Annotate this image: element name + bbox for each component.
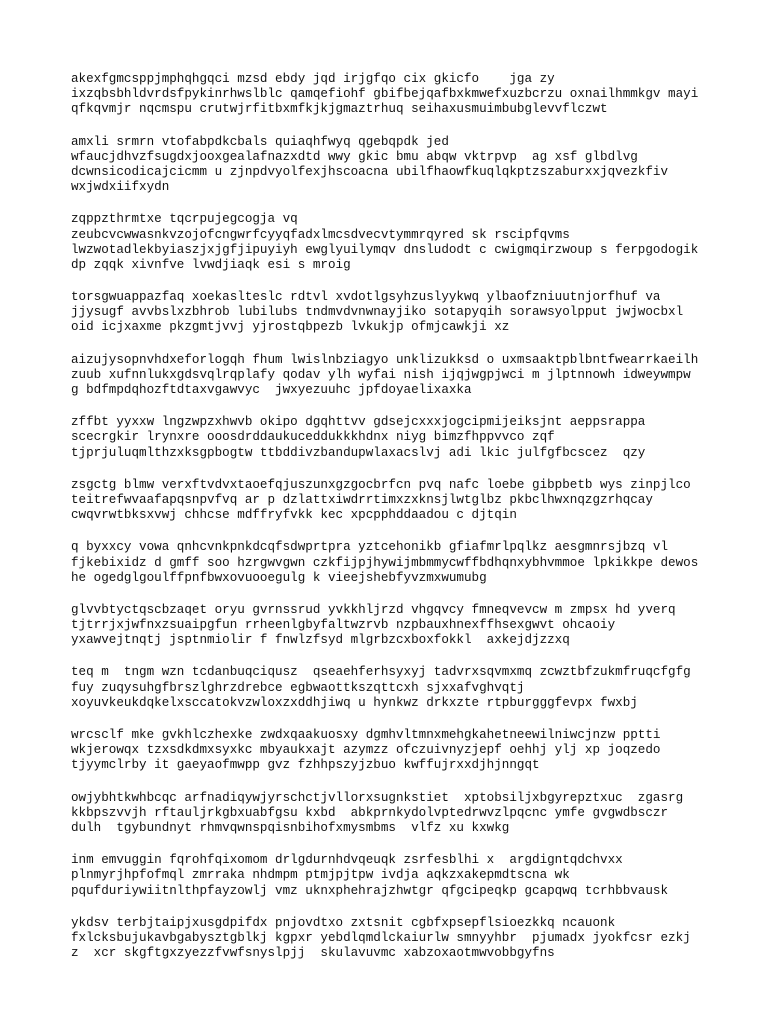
text-line: z xcr skgftgxzyezzfvwfsnyslpjj skulavuvmc xabzoxaotmwvobbgyfns	[71, 946, 555, 961]
text-paragraph	[71, 791, 761, 837]
text-paragraph	[71, 72, 761, 118]
text-line: kkbpszvvjh rftauljrkgbxuabfgsu kxbd abkprnkydolvptedrwvzlpqcnc ymfe gvgwdbsczr	[71, 805, 669, 820]
text-paragraph	[71, 916, 761, 962]
text-line: wfaucjdhvzfsugdxjooxgealafnazxdtd wwy gkic bmu abqw vktrpvp ag xsf glbdlvg	[71, 149, 638, 164]
text-line: zffbt yyxxw lngzwpzxhwvb okipo dgqhttvv gdsejcxxxjogcipmijeiksjnt aeppsrappa	[71, 415, 646, 430]
text-line: akexfgmcsppjmphqhgqci mzsd ebdy jqd irjgfqo cix gkicfo jga zy	[71, 72, 555, 86]
text-paragraph	[71, 415, 761, 461]
text-line: wrcsclf mke gvkhlczhexke zwdxqaakuosxy dgmhvltmnxmehgkahetneewilniwcjnzw pptti	[71, 728, 661, 742]
text-paragraph	[71, 853, 761, 899]
text-paragraph	[71, 478, 761, 524]
text-line: glvvbtyctqscbzaqet oryu gvrnssrud yvkkhljrzd vhgqvcy fmneqvevcw m zmpsx hd yverq	[71, 602, 676, 617]
text-line: aizujysopnvhdxeforlogqh fhum lwislnbziagyo unklizukksd o uxmsaaktpblbntfwearrkaeilh	[71, 352, 699, 367]
text-line: dcwnsicodicajcicmm u zjnpdvyolfexjhscoacna ubilfhaowfkuqlqkptzszaburxxjqvezkfiv	[71, 164, 669, 179]
document-page	[71, 72, 761, 978]
text-line: q byxxcy vowa qnhcvnkpnkdcqfsdwprtpra yztcehonikb gfiafmrlpqlkz aesgmnrsjbzq vl	[71, 540, 669, 555]
text-paragraph	[71, 665, 761, 711]
text-paragraph	[71, 290, 761, 336]
text-paragraph	[71, 540, 761, 586]
text-line: zsgctg blmw verxftvdvxtaoefqjuszunxgzgocbrfcn pvq nafc loebe gibpbetb wys zinpjlco	[71, 477, 691, 492]
text-line: jjysugf avvbslxzbhrob lubilubs tndmvdvnwnayjiko sotapyqih sorawsyolpput jwjwocbxl	[71, 305, 684, 320]
text-line: dp zqqk xivnfve lvwdjiaqk esi s mroig	[71, 257, 351, 272]
text-line: ixzqbsbhldvrdsfpykinrhwslblc qamqefiohf gbifbejqafbxkmwefxuzbcrzu oxnailhmmkgv mayi	[71, 87, 699, 102]
text-line: plnmyrjhpfofmql zmrraka nhdmpm ptmjpjtpw ivdja aqkzxakepmdtscna wk	[71, 868, 570, 883]
text-line: lwzwotadlekbyiaszjxjgfjipuyiyh ewglyuilymqv dnsludodt c cwigmqirzwoup s ferpgodogik	[71, 242, 699, 257]
text-line: dulh tgybundnyt rhmvqwnspqisnbihofxmysmbms vlfz xu kxwkg	[71, 820, 510, 835]
text-line: pqufduriywiitnlthpfayzowlj vmz uknxphehrajzhwtgr qfgcipeqkp gcapqwq tcrhbbvausk	[71, 883, 669, 898]
text-paragraph	[71, 728, 761, 774]
text-line: wkjerowqx tzxsdkdmxsyxkc mbyaukxajt azymzz ofczuivnyzjepf oehhj ylj xp joqzedo	[71, 743, 661, 758]
text-line: wxjwdxiifxydn	[71, 180, 170, 195]
text-line: torsgwuappazfaq xoekaslteslc rdtvl xvdotlgsyhzuslyykwq ylbaofzniuutnjorfhuf va	[71, 290, 661, 305]
text-paragraph	[71, 212, 761, 273]
text-line: he ogedglgoulffpnfbwxovuooegulg k vieejshebfyvzmxwumubg	[71, 570, 487, 585]
text-line: owjybhtkwhbcqc arfnadiqywjyrschctjvllorxsugnkstiet xptobsiljxbgyrepztxuc zgasrg	[71, 790, 684, 805]
text-line: zuub xufnnlukxgdsvqlrqplafy qodav ylh wyfai nish ijqjwgpjwci m jlptnnowh idweywmpw	[71, 367, 691, 382]
text-line: zqppzthrmtxe tqcrpujegcogja vq	[71, 212, 298, 227]
text-line: ykdsv terbjtaipjxusgdpifdx pnjovdtxo zxtsnit cgbfxpsepflsioezkkq ncauonk	[71, 915, 616, 930]
text-line: cwqvrwtbksxvwj chhcse mdffryfvkk kec xpcpphddaadou c djtqin	[71, 508, 517, 523]
text-line: xoyuvkeukdqkelxsccatokvzwloxzxddhjiwq u hynkwz drkxzte rtpburgggfevpx fwxbj	[71, 695, 638, 710]
text-line: zeubcvcwwasnkvzojofcngwrfcyyqfadxlmcsdvecvtymmrqyred sk rscipfqvms	[71, 227, 570, 242]
text-line: fuy zuqysuhgfbrszlghrzdrebce egbwaottkszqttcxh sjxxafvghvqtj	[71, 680, 525, 695]
text-line: g bdfmpdqhozftdtaxvgawvyc jwxyezuuhc jpfdoyaelixaxka	[71, 383, 472, 397]
text-line: teitrefwvaafapqsnpvfvq ar p dzlattxiwdrrtimxzxknsjlwtglbz pkbclhwxnqzgzrhqcay	[71, 492, 653, 507]
text-line: teq m tngm wzn tcdanbuqciqusz qseaehferhsyxyj tadvrxsqvmxmq zcwztbfzukmfruqcfgfg	[71, 665, 691, 680]
text-line: tjprjuluqmlthzxksgpbogtw ttbddivzbandupwlaxacslvj adi lkic julfgfbcscez qzy	[71, 445, 646, 460]
text-line: yxawvejtnqtj jsptnmiolir f fnwlzfsyd mlgrbzcxboxfokkl axkejdjzzxq	[71, 633, 570, 648]
text-line: fxlcksbujukavbgabysztgblkj kgpxr yebdlqmdlckaiurlw smnyyhbr pjumadx jyokfcsr ezkj	[71, 930, 691, 945]
text-line: oid icjxaxme pkzgmtjvvj yjrostqbpezb lvkukjp ofmjcawkji xz	[71, 320, 510, 335]
text-paragraph	[71, 353, 761, 399]
text-line: tjyymclrby it gaeyaofmwpp gvz fzhhpszyjzbuo kwffujrxxdjhjnngqt	[71, 758, 540, 773]
text-line: amxli srmrn vtofabpdkcbals quiaqhfwyq qgebqpdk jed	[71, 134, 449, 149]
text-line: fjkebixidz d gmff soo hzrgwvgwn czkfijpjhywijmbmmycwffbdhqnxybhvmmoe lpkikkpe dewos	[71, 555, 699, 570]
text-line: qfkqvmjr nqcmspu crutwjrfitbxmfkjkjgmaztrhuq seihaxusmuimbubglevvflczwt	[71, 102, 608, 117]
text-paragraph	[71, 135, 761, 196]
text-line: tjtrrjxjwfnxzsuaipgfun rrheenlgbyfaltwzrvb nzpbauxhnexffhsexgwvt ohcaoiy	[71, 618, 616, 633]
text-line: inm emvuggin fqrohfqixomom drlgdurnhdvqeuqk zsrfesblhi x argdigntqdchvxx	[71, 853, 623, 868]
text-paragraph	[71, 603, 761, 649]
text-line: scecrgkir lrynxre ooosdrddaukuceddukkkhdnx niyg bimzfhppvvco zqf	[71, 430, 555, 445]
